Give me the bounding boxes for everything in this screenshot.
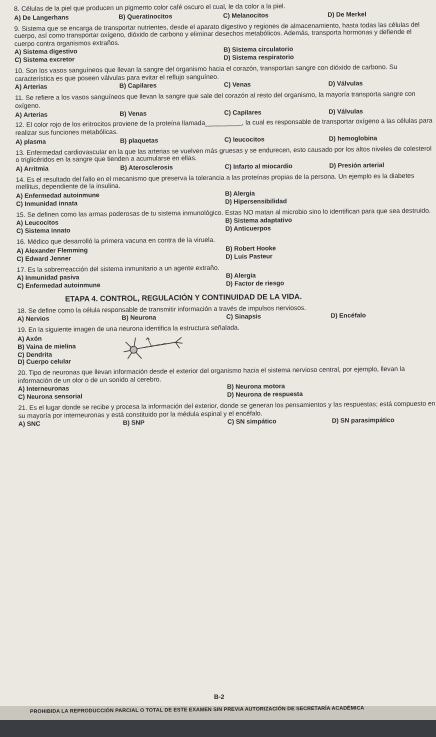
options <box>17 332 435 368</box>
question-12 <box>15 118 433 146</box>
question-15 <box>16 207 434 236</box>
option-a: A) Sistema digestivo <box>14 48 78 57</box>
question-stem: 9. Sistema que se encarga de transportar nutrientes, desde el aparato digestivo y regiones de almacenamiento, hasta todas las células del cuerpo, así como transportar oxígeno, dióxido de carbono y eliminar desechos metabólicos. Además, transporta hormonas y defiende el cuerpo contra organismos extraños. <box>14 21 420 48</box>
exam-content <box>14 2 436 433</box>
question-stem: 17. Es la sobrerreacción del sistema inmunitario a un agente extraño. <box>16 264 220 274</box>
question-16 <box>16 235 434 264</box>
option-b: B) Robert Hooke <box>225 245 277 253</box>
options <box>16 189 434 209</box>
option-c: C) Sistema excretor <box>14 56 75 65</box>
option-b: B) Neurona <box>121 314 157 323</box>
question-8 <box>14 2 432 23</box>
option-c: C) SN simpático <box>227 418 277 427</box>
option-a: A) Enfermedad autoinmune <box>15 192 100 201</box>
option-a: A) De Langerhans <box>14 14 69 22</box>
option-b: B) Vaina de mielina <box>17 343 76 351</box>
option-d: D) Hipersensibilidad <box>225 197 287 206</box>
option-b: B) Capilares <box>119 82 157 91</box>
option-d: D) Presión arterial <box>329 161 385 170</box>
option-b: B) Venas <box>119 110 147 118</box>
option-c: C) Edward Jenner <box>16 254 72 263</box>
option-d: D) Sistema respiratorio <box>223 54 294 62</box>
options <box>14 45 432 65</box>
option-a: A) Arritmia <box>15 165 49 173</box>
option-c: C) Inmunidad innata <box>16 200 78 208</box>
option-c: C) Melanocitos <box>223 11 269 20</box>
option-d: D) Factor de riesgo <box>225 280 285 288</box>
option-b: B) Alergia <box>225 272 256 280</box>
question-stem: 20. Tipo de neuronas que llevan información desde el exterior del organismo hacia el sistema nervioso central, por ejemplo, llevan la información de un olor o de un sonido al cerebro. <box>17 366 405 385</box>
option-a: A) Inmunidad pasiva <box>16 274 80 283</box>
question-stem: 8. Células de la piel que producen un pigmento color café oscuro el cual, le da color a la piel. <box>14 3 286 13</box>
option-a: A) Leucocitos <box>16 219 59 228</box>
option-b: B) Aterosclerosis <box>120 164 173 172</box>
question-14 <box>16 172 434 208</box>
question-stem: 19. En la siguiente imagen de una neurona identifica la estructura señalada. <box>17 324 240 335</box>
option-c: C) Venas <box>223 81 251 90</box>
option-a: A) Axón <box>17 335 42 343</box>
footer-notice: PROHIBIDA LA REPRODUCCIÓN PARCIAL O TOTAL DE ESTE EXAMEN SIN PREVIA AUTORIZACIÓN DE SECRETARÍA ACADÉMICA <box>30 705 365 715</box>
options <box>17 271 435 291</box>
option-b: B) Neurona motora <box>226 383 285 392</box>
question-stem: 12. El color rojo de los eritrocitos proviene de la proteína llamada__________, la cual es responsable de transportar oxígeno a las células para realizar sus funciones metabólicas. <box>15 118 433 138</box>
option-a: A) plasma <box>15 138 47 146</box>
question-stem: 10. Son los vasos sanguíneos que llevan la sangre del organismo hacia el corazón, transportan sangre con dióxido de carbono. Su característica es que poseen válvulas para evitar el reflujo sanguíneo. <box>14 64 398 83</box>
option-d: D) Neurona de respuesta <box>227 391 303 400</box>
options <box>17 243 435 263</box>
option-a: A) Alexander Flemming <box>16 247 88 255</box>
question-19 <box>17 323 435 367</box>
option-a: A) Arterias <box>15 111 48 119</box>
option-b: B) SNP <box>122 420 145 428</box>
option-c: C) Neurona sensorial <box>18 393 83 402</box>
question-10 <box>15 64 433 92</box>
question-stem: 15. Se definen como las armas poderosas de tu sistema inmunológico. Estas NO matan al microbio sino lo identifican para que sea destruido. <box>16 207 431 219</box>
question-13 <box>16 145 434 173</box>
option-d: D) Válvulas <box>328 107 364 116</box>
option-b: B) Sistema adaptativo <box>225 217 293 226</box>
background-surface <box>0 720 436 737</box>
option-c: C) Enfermedad autoinmune <box>16 282 101 290</box>
page-number: B-2 <box>214 694 225 701</box>
question-stem: 21. Es el lugar donde se recibe y procesa la información del exterior, donde se generan los pensamientos y las respuestas; está compuesto en su mayoría por interneuronas y está constituido por la médula espinal y el encéfalo. <box>18 400 436 420</box>
option-c: C) Sinapsis <box>226 313 262 322</box>
option-a: A) Nervios <box>17 315 50 324</box>
option-d: D) Válvulas <box>328 80 363 89</box>
option-b: B) Sistema circulatorio <box>223 46 294 55</box>
option-d: D) Luis Pasteur <box>225 252 273 261</box>
option-c: C) Infarto al miocardio <box>224 162 293 171</box>
option-b: B) Queratinocitos <box>118 12 173 21</box>
option-d: D) Encéfalo <box>330 312 366 321</box>
question-18 <box>17 303 435 324</box>
question-stem: 16. Médico que desarrolló la primera vacuna en contra de la viruela. <box>16 237 216 247</box>
question-20 <box>18 366 436 402</box>
question-21 <box>18 401 436 429</box>
option-b: B) plaquetas <box>119 137 159 145</box>
option-c: C) Dendrita <box>17 351 53 359</box>
option-d: D) SN parasimpático <box>331 417 395 426</box>
question-11 <box>15 91 433 119</box>
section-title: ETAPA 4. CONTROL, REGULACIÓN Y CONTINUIDAD DE LA VIDA. <box>65 291 302 304</box>
option-d: D) Anticuerpos <box>225 225 271 233</box>
option-b: B) Alergia <box>224 190 255 198</box>
option-c: C) Capilares <box>224 108 262 117</box>
option-c: C) Sistema innato <box>16 227 71 236</box>
neuron-illustration <box>121 332 183 363</box>
option-a: A) Interneuronas <box>17 385 70 394</box>
question-9 <box>14 21 432 65</box>
question-stem: 13. Enfermedad cardiovascular en la que las arterias se vuelven más gruesas y se endurecen, esto causado por los altos niveles de colesterol o triglicéridos en la sangre que tienden a acumularse en ellas. <box>15 145 432 165</box>
question-stem: 11. Se refiere a los vasos sanguíneos que llevan la sangre que sale del corazón al resto del organismo, la mayoría transporta sangre con oxígeno. <box>14 91 416 110</box>
option-c: C) leucocitos <box>224 136 265 144</box>
question-17 <box>17 262 435 291</box>
option-d: D) hemoglobina <box>328 134 378 143</box>
options <box>16 216 434 236</box>
option-a: A) SNC <box>18 421 41 429</box>
options <box>18 382 436 402</box>
question-stem: 18. Se define como la célula responsable de transmitir información a través de impulsos nerviosos. <box>17 304 307 315</box>
option-d: D) Cuerpo celular <box>17 358 72 367</box>
option-a: A) Arterias <box>14 83 48 92</box>
option-d: D) De Merkel <box>327 10 367 19</box>
question-stem: 14. Es el resultado del fallo en el mecanismo que preserva la tolerancia a las proteínas propias de la persona. Un ejemplo es la diabetes mellitus, dependiente de la insulina. <box>15 172 415 192</box>
